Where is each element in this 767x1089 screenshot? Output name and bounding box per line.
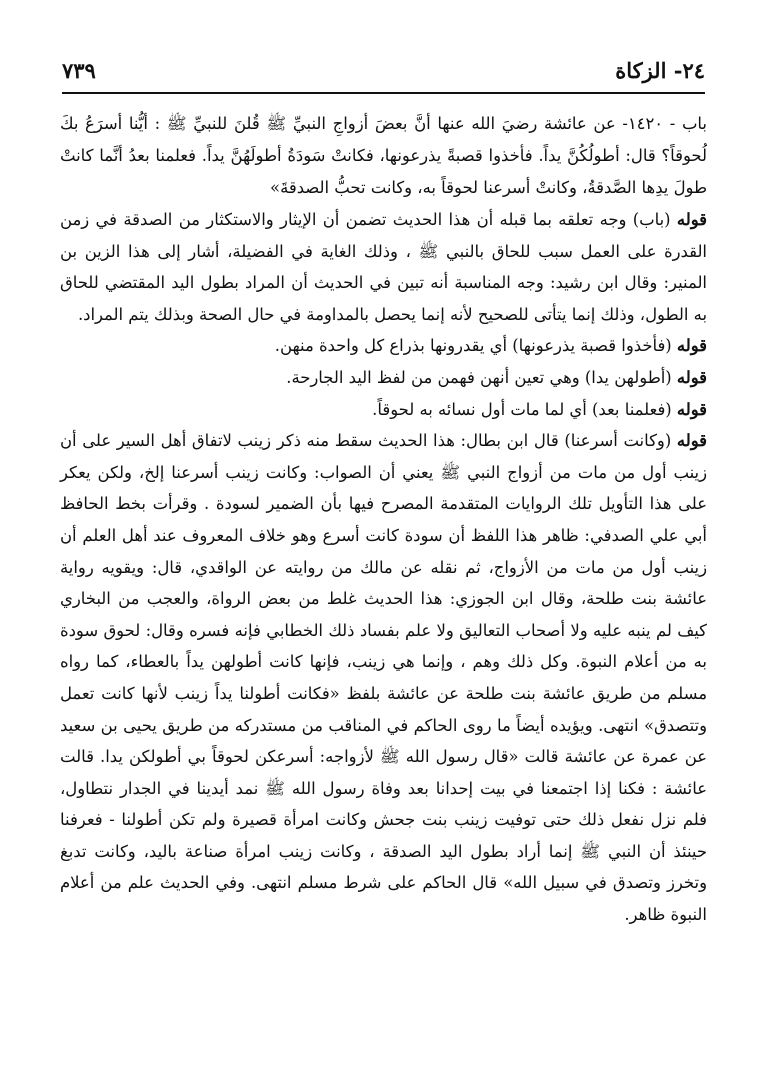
commentary-text: (باب) وجه تعلقه بما قبله أن هذا الحديث تضمن أن الإيثار والاستكثار من الصدقة في زمن القدرة على العمل سبب للحاق بالنبي ﷺ ، وذلك الغاية في الفضيلة، أشار إلى هذا الزين بن المنير: وقال ابن رشيد: وجه المناسبة أنه تبين في الحديث أن المراد بطول اليد المقتضي للحاق به الطول، وذلك إنما يتأتى للصحيح لأنه إنما يحصل بالمداومة في حال الصحة وبذلك يتم المراد. — [60, 210, 707, 324]
commentary-keyword: قوله — [676, 336, 707, 356]
commentary-keyword: قوله — [676, 210, 707, 229]
commentary-paragraph — [60, 394, 707, 426]
commentary-paragraph — [60, 362, 707, 394]
commentary-keyword: قوله — [676, 367, 707, 387]
commentary — [60, 204, 707, 931]
commentary-keyword: قوله — [676, 431, 707, 451]
commentary-keyword: قوله — [676, 399, 707, 419]
commentary-paragraph — [60, 330, 707, 362]
commentary-paragraph — [60, 425, 707, 931]
chapter-title: ٢٤- الزكاة — [615, 58, 705, 83]
commentary-text: (فأخذوا قصبة يذرعونها) أي يقدرونها بذراع كل واحدة منهن. — [274, 336, 677, 356]
commentary-text: (أطولهن يدا) وهي تعين أنهن فهمن من لفظ اليد الجارحة. — [286, 367, 677, 387]
page-number: ٧٣٩ — [62, 58, 96, 83]
commentary-paragraph — [60, 204, 707, 330]
page-header — [62, 52, 705, 94]
hadith-text: باب - ١٤٢٠- عن عائشة رضيَ الله عنها أنَّ بعضَ أزواجِ النبيِّ ﷺ قُلنَ للنبيِّ ﷺ : أيُّنا أسرَعُ بكَ لُحوقاً؟ قال: أطولُكُنَّ يداً. فأخذوا قصبةً يذرعونها، فكانتْ سَودَةُ أطولَهُنَّ يداً. فعلمنا بعدُ أنَّما كانتْ طولَ يدِها الصَّدقةُ، وكانتْ أسرعنا لحوقاً به، وكانت تحبُّ الصدقةَ» — [60, 114, 707, 197]
page-body — [60, 108, 707, 931]
commentary-text: (وكانت أسرعنا) قال ابن بطال: هذا الحديث سقط منه ذكر زينب لاتفاق أهل السير على أن زينب أول من مات من أزواج النبي ﷺ يعني أن الصواب: وكانت زينب أسرعنا إلخ، ولكن يعكر على هذا التأويل تلك الروايات المتقدمة المصرح فيها بأن الضمير لسودة . وقرأت بخط الحافظ أبي علي الصدفي: ظاهر هذا اللفظ أن سودة كانت أسرع وهو خلاف المعروف عند أهل العلم أن زينب أول من مات من الأزواج، ثم نقله عن مالك من روايته عن الواقدي، قال: ويقويه رواية عائشة بنت طلحة، وقال ابن الجوزي: هذا الحديث غلط من بعض الرواة، والعجب من البخاري كيف لم ينبه عليه ولا أصحاب التعاليق ولا علم بفساد ذلك الخطابي فإنه فسره وقال: لحوق سودة به من أعلام النبوة. وكل ذلك وهم ، وإنما هي زينب، فإنها كانت أطولهن يداً بالعطاء، كما رواه مسلم من طريق عائشة بنت طلحة عن عائشة بلفظ «فكانت أطولنا يداً زينب لأنها كانت تعمل وتتصدق» انتهى. ويؤيده أيضاً ما روى الحاكم في المناقب من مستدركه من طريق يحيى بن سعيد عن عمرة عن عائشة قالت «قال رسول الله ﷺ لأزواجه: أسرعكن لحوقاً بي أطولكن يدا. قالت عائشة : فكنا إذا اجتمعنا في بيت إحدانا بعد وفاة رسول الله ﷺ نمد أيدينا في الجدار نتطاول، فلم نزل نفعل ذلك حتى توفيت زينب بنت جحش وكانت امرأة قصيرة ولم تكن أطولنا - فعرفنا حينئذ أن النبي ﷺ إنما أراد بطول اليد الصدقة ، وكانت زينب امرأة صناعة باليد، وكانت تدبغ وتخرز وتصدق في سبيل الله» قال الحاكم على شرط مسلم انتهى. وفي الحديث علم من أعلام النبوة ظاهر. — [60, 431, 707, 925]
commentary-text: (فعلمنا بعد) أي لما مات أول نسائه به لحوقاً. — [372, 399, 677, 419]
